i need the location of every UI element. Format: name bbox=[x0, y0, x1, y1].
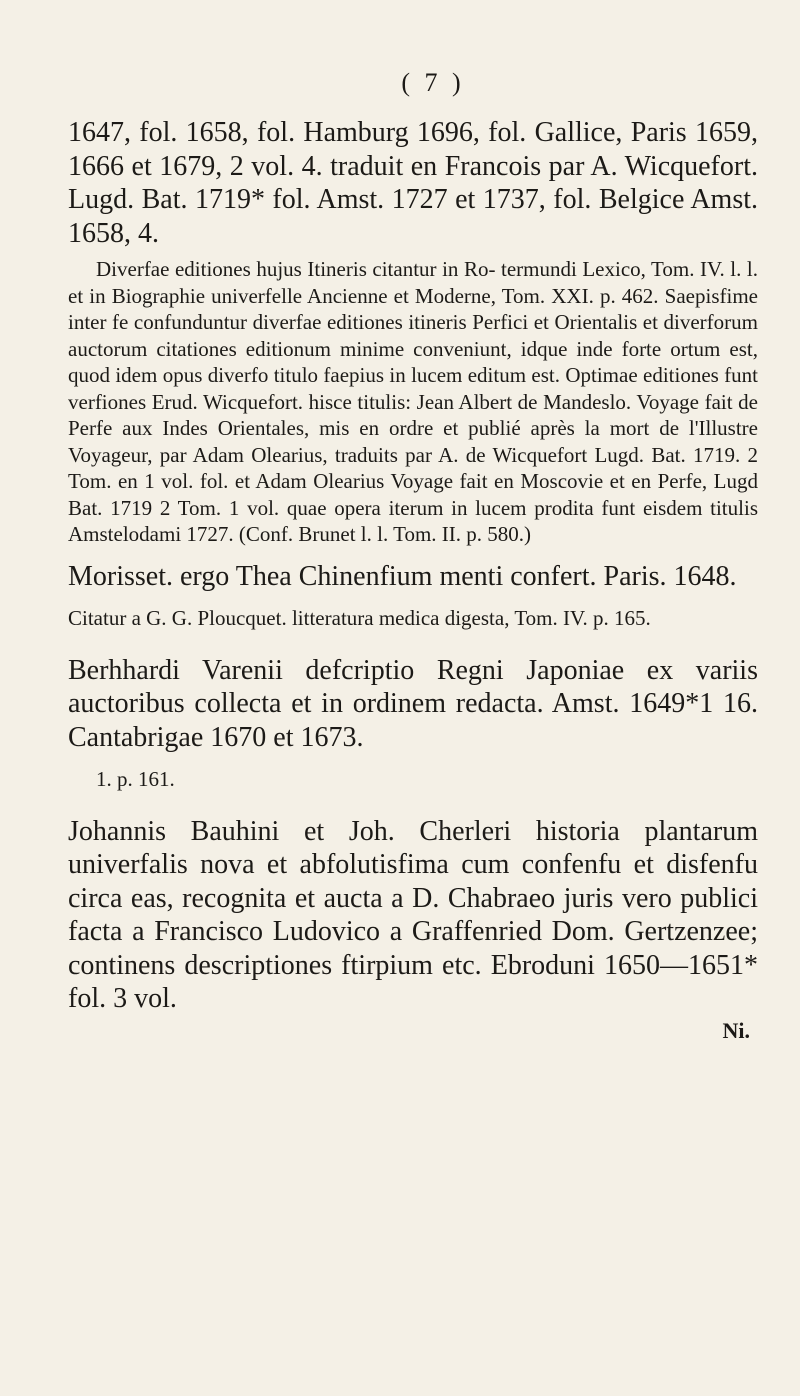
entry-continuation: 1647, fol. 1658, fol. Hamburg 1696, fol. Gallice, Paris 1659, 1666 et 1679, 2 vol. 4. traduit en Francois par A. Wicquefort. Lugd. Bat. 1719* fol. Amst. 1727 et 1737, fol. Belgice Amst. 1658, 4. bbox=[68, 117, 758, 249]
entry-varenius: Berhhardi Varenii defcriptio Regni Japoniae ex variis auctoribus collecta et in ordinem redacta. Amst. 1649*1 16. Cantabrigae 1670 et 1673. bbox=[68, 654, 758, 753]
entry-morisset: Morisset. ergo Thea Chinenfium menti confert. Paris. 1648. bbox=[68, 560, 737, 592]
citation-note: Citatur a G. G. Ploucquet. litteratura medica digesta, Tom. IV. p. 165. bbox=[68, 606, 651, 630]
entry-bauhinus: Johannis Bauhini et Joh. Cherleri historia plantarum univerfalis nova et abfolutisfima cum confenfu et disfenfu circa eas, recognita et aucta a D. Chabraeo juris vero publici facta a Francisco Ludovico a Graffenried Dom. Gertzenzee; continens descriptiones ftirpium etc. Ebroduni 1650—1651* fol. 3 vol. bbox=[68, 815, 758, 1014]
catchword: Ni. bbox=[722, 1017, 750, 1043]
editions-note: Diverfae editiones hujus Itineris citantur in Ro- termundi Lexico, Tom. IV. l. l. et in Biographie univerfelle Ancienne et Moderne, Tom. XXI. p. 462. Saepisfime inter fe confunduntur diverfae editiones itineris Perfici et Orientalis et diverforum auctorum citationes editionum minime conveniunt, idque inde forte ortum est, quod idem opus diverfo titulo faepius in lucem editum est. Optimae editiones funt verfiones Erud. Wicquefort. hisce titulis: Jean Albert de Mandeslo. Voyage fait de Perfe aux Indes Orientales, mis en ordre et publié après la mort de l'Illustre Voyageur, par Adam Olearius, traduits par A. de Wicquefort Lugd. Bat. 1719. 2 Tom. en 1 vol. fol. et Adam Olearius Voyage fait en Moscovie et en Perfe, Lugd Bat. 1719 2 Tom. 1 vol. quae opera iterum in lucem prodita funt eisdem titulis Amstelodami 1727. (Conf. Brunet l. l. Tom. II. p. 580.) bbox=[68, 257, 758, 546]
page bbox=[68, 68, 758, 1044]
footnote: 1. p. 161. bbox=[96, 767, 175, 791]
page-number: ( 7 ) bbox=[401, 68, 465, 97]
